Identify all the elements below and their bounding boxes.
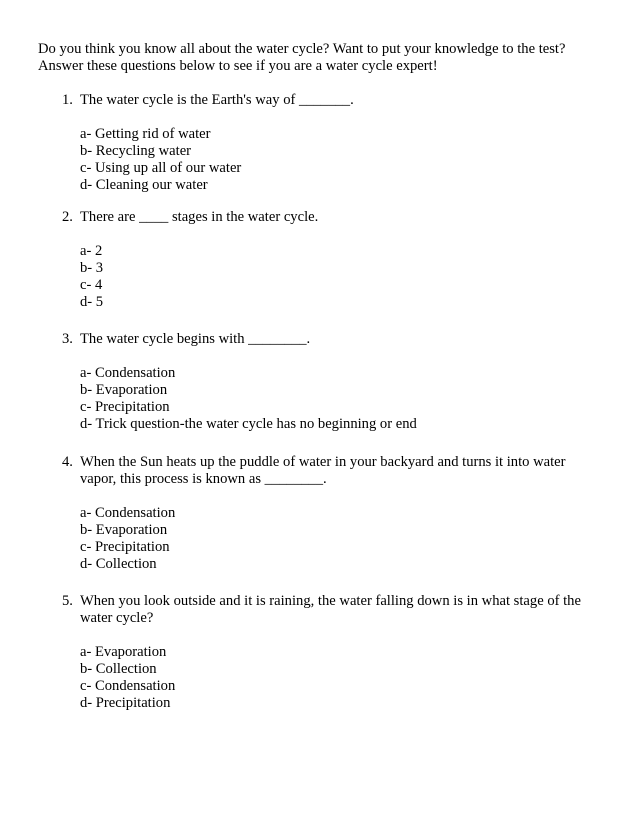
question-number: 1.: [62, 92, 73, 108]
question-5: [62, 593, 592, 712]
option-a: a- Condensation: [80, 365, 176, 381]
option-d: d- Trick question-the water cycle has no beginning or end: [80, 416, 417, 432]
option-a: a- Getting rid of water: [80, 126, 211, 142]
option-b: b- Collection: [80, 661, 157, 677]
question-number: 5.: [62, 593, 73, 609]
option-a: a- Condensation: [80, 505, 176, 521]
answer-options: [62, 243, 592, 311]
option-b: b- Recycling water: [80, 143, 192, 159]
answer-options: [62, 365, 592, 433]
option-d: d- 5: [80, 294, 104, 310]
option-c: c- 4: [80, 277, 103, 293]
option-b: b- 3: [80, 260, 104, 276]
option-c: c- Precipitation: [80, 399, 170, 415]
question-2: [62, 209, 592, 311]
option-d: d- Cleaning our water: [80, 177, 208, 193]
answer-options: [62, 505, 592, 573]
answer-options: [62, 644, 592, 712]
question-1: [62, 92, 592, 194]
question-text: When you look outside and it is raining, the water falling down is in what stage of the water cycle?: [80, 593, 581, 626]
option-a: a- Evaporation: [80, 644, 167, 660]
option-d: d- Precipitation: [80, 695, 171, 711]
question-text: There are ____ stages in the water cycle.: [80, 209, 319, 225]
question-number: 2.: [62, 209, 73, 225]
question-3: [62, 331, 592, 433]
question-text: When the Sun heats up the puddle of water in your backyard and turns it into water vapor, this process is known as ________.: [80, 454, 566, 487]
question-4: [62, 454, 592, 573]
option-c: c- Condensation: [80, 678, 176, 694]
intro-line-1: Do you think you know all about the water cycle? Want to put your knowledge to the test?: [38, 41, 566, 57]
option-d: d- Collection: [80, 556, 157, 572]
option-a: a- 2: [80, 243, 103, 259]
question-number: 4.: [62, 454, 73, 470]
option-c: c- Precipitation: [80, 539, 170, 555]
option-c: c- Using up all of our water: [80, 160, 242, 176]
answer-options: [62, 126, 592, 194]
question-number: 3.: [62, 331, 73, 347]
intro-paragraph: [38, 41, 598, 75]
question-text: The water cycle begins with ________.: [80, 331, 311, 347]
option-b: b- Evaporation: [80, 382, 168, 398]
question-text: The water cycle is the Earth's way of _______.: [80, 92, 354, 108]
option-b: b- Evaporation: [80, 522, 168, 538]
intro-line-2: Answer these questions below to see if you are a water cycle expert!: [38, 58, 438, 74]
